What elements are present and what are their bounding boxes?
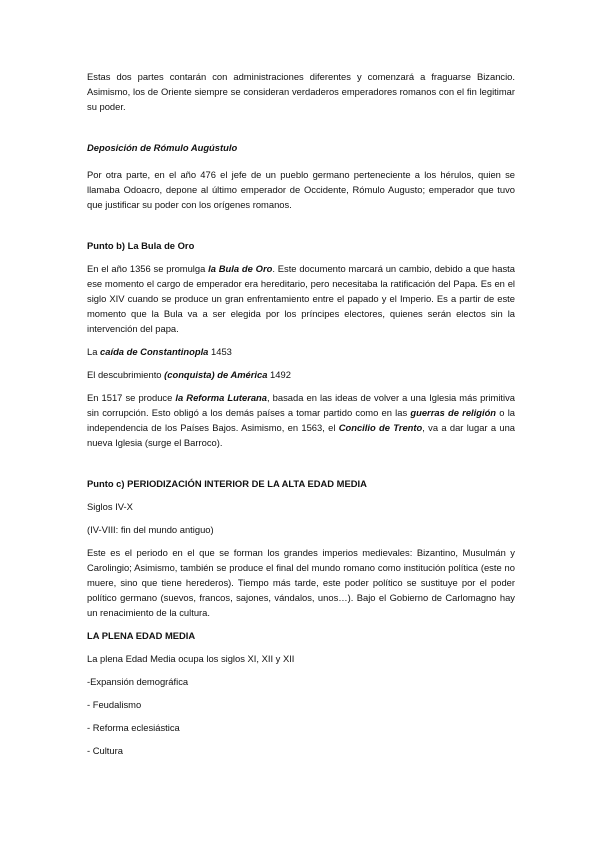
- descub-text-2: 1492: [267, 369, 291, 380]
- deposicion-paragraph: Por otra parte, en el año 476 el jefe de un pueblo germano perteneciente a los hérulos, quien se llamaba Odoacro, depone al último emperador de Occidente, Rómulo Augusto; emperador que tuvo que justificar su poder con los orígenes romanos.: [87, 169, 515, 210]
- list-item: -Expansión demográfica: [87, 676, 189, 687]
- intro-paragraph: Estas dos partes contarán con administraciones diferentes y comenzará a fraguarse Bizancio. Asimismo, los de Oriente siempre se consideran verdaderos emperadores romanos con el fin legitimar su poder.: [87, 71, 515, 112]
- bula-text-2: . Este documento marcará un cambio, debido a que hasta ese momento el cargo de emperador era hereditario, pero necesitaba la ratificación del Papa. Es en el siglo XIV cuando se produce un gran enfrentamiento entre el papado y el Imperio. Es a partir de este momento que la Bula va a ser elegida por los príncipes electores, quienes serán electos sin la intervención del papa.: [87, 263, 515, 334]
- caida-text-1: La: [87, 346, 101, 357]
- descub-emphasis: (conquista) de América: [164, 369, 268, 380]
- bula-text-1: En el año 1356 se promulga: [87, 263, 209, 274]
- caida-text-2: 1453: [208, 346, 232, 357]
- descubrimiento-line: [87, 367, 515, 382]
- reforma-emphasis-3: Concilio de Trento: [338, 422, 423, 433]
- reforma-text-3: o la independencia de los Países Bajos. Asimismo, en 1563, el: [87, 407, 515, 433]
- caida-emphasis: caída de Constantinopla: [100, 346, 209, 357]
- periodo-paragraph: Este es el periodo en el que se forman los grandes imperios medievales: Bizantino, Musulmán y Carolingio; Asimismo, también se produce el final del mundo romano como institución política (este no muere, sino que tiene herederos). Tiempo más tarde, este poder político se sustituye por el poder político germano (suevos, francos, sajones, vándalos, unos…). Bajo el Gobierno de Carlomagno hay un renacimiento de la cultura.: [87, 547, 515, 618]
- bula-emphasis: la Bula de Oro: [208, 263, 273, 274]
- section-heading-plena: LA PLENA EDAD MEDIA: [87, 630, 196, 641]
- descub-text-1: El descubrimiento: [87, 369, 165, 380]
- caida-line: [87, 344, 515, 359]
- reforma-text-4: , va a dar lugar a una nueva Iglesia (surge el Barroco).: [87, 422, 515, 448]
- reforma-emphasis-2: guerras de religión: [410, 407, 497, 418]
- document-page: [87, 69, 515, 758]
- section-heading-deposicion: Deposición de Rómulo Augústulo: [87, 142, 238, 153]
- list-item: - Cultura: [87, 745, 123, 756]
- siglos-line: Siglos IV-X: [87, 501, 133, 512]
- section-heading-periodizacion: Punto c) PERIODIZACIÓN INTERIOR DE LA ALTA EDAD MEDIA: [87, 478, 367, 489]
- reforma-paragraph: [87, 390, 515, 450]
- bula-paragraph: [87, 261, 515, 336]
- reforma-emphasis-1: la Reforma Luterana: [175, 392, 267, 403]
- list-item: - Reforma eclesiástica: [87, 722, 180, 733]
- plena-paragraph: La plena Edad Media ocupa los siglos XI, XII y XII: [87, 653, 295, 664]
- section-heading-bula: Punto b) La Bula de Oro: [87, 240, 195, 251]
- iv-viii-line: (IV-VIII: fin del mundo antiguo): [87, 524, 214, 535]
- reforma-text-1: En 1517 se produce: [87, 392, 176, 403]
- list-item: - Feudalismo: [87, 699, 142, 710]
- reforma-text-2: , basada en las ideas de volver a una Iglesia más primitiva sin corrupción. Esto obligó a los demás países a tomar partido como en las: [87, 392, 515, 418]
